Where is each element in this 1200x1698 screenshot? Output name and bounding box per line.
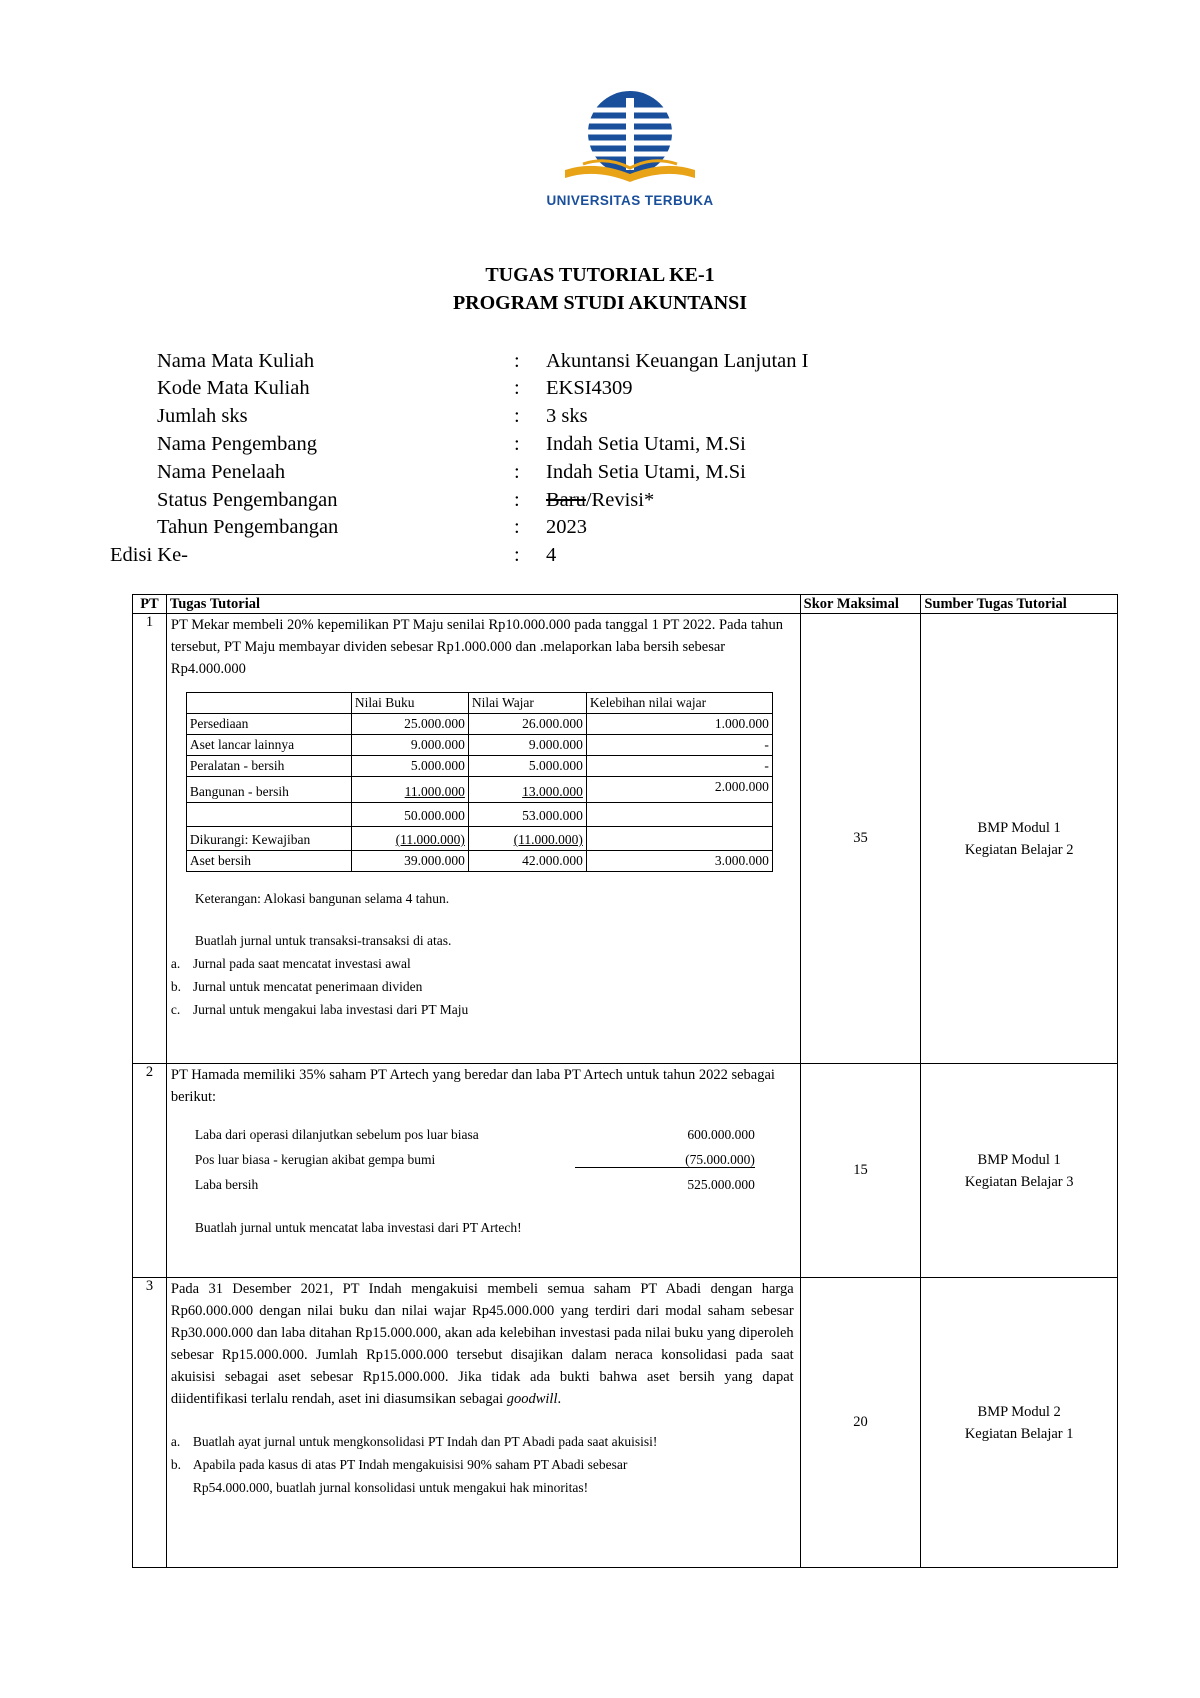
calc-amount: 525.000.000: [687, 1177, 755, 1192]
inner-cell: (11.000.000): [468, 827, 586, 851]
inner-cell: [586, 827, 772, 851]
info-value: 2023: [546, 516, 587, 538]
inner-header: Kelebihan nilai wajar: [586, 693, 772, 714]
question-number: 3: [133, 1278, 167, 1568]
table-row: [133, 1064, 1118, 1278]
calc-label: Laba bersih: [194, 1177, 259, 1192]
inner-row: [186, 735, 772, 756]
inner-cell: 1.000.000: [586, 714, 772, 735]
calc-amount: (75.000.000): [685, 1152, 755, 1167]
info-colon: :: [514, 489, 520, 511]
info-label: Nama Mata Kuliah: [157, 350, 315, 372]
list-text: Buatlah ayat jurnal untuk mengkonsolidasi PT Indah dan PT Abadi pada saat akuisisi!: [192, 1434, 658, 1449]
inner-cell: Peralatan - bersih: [186, 756, 351, 777]
calc-label: Pos luar biasa - kerugian akibat gempa bumi: [194, 1152, 436, 1167]
task-source-text: BMP Modul 1 Kegiatan Belajar 2: [964, 819, 1074, 858]
inner-cell: Dikurangi: Kewajiban: [186, 827, 351, 851]
info-colon: :: [514, 350, 520, 372]
info-label: Status Pengembangan: [157, 489, 338, 511]
inner-cell: 2.000.000: [586, 777, 772, 803]
question-cell: [166, 614, 800, 1064]
question-text: [167, 1278, 800, 1410]
inner-cell: (11.000.000): [351, 827, 468, 851]
list-marker: c.: [170, 1002, 181, 1017]
task-source: [921, 1064, 1118, 1278]
list-item: [167, 1453, 800, 1499]
info-label: Nama Pengembang: [157, 433, 317, 455]
inner-cell: 42.000.000: [468, 851, 586, 872]
header-source: Sumber Tugas Tutorial: [921, 595, 1118, 614]
list-text: Jurnal untuk mencatat penerimaan dividen: [192, 979, 423, 994]
inner-cell: 11.000.000: [351, 777, 468, 803]
table-header-row: [133, 595, 1118, 614]
question-number: 1: [133, 614, 167, 1064]
task-source: [921, 614, 1118, 1064]
info-label: Edisi Ke-: [110, 544, 188, 566]
question-body: Pada 31 Desember 2021, PT Indah mengakuisi membeli semua saham PT Abadi dengan harga Rp60.000.000 dengan nilai buku dan nilai wajar Rp45.000.000 yang terdiri dari modal saham sebesar Rp30.000.000 dan laba ditahan Rp15.000.000, akan ada kelebihan investasi pada nilai buku yang diperoleh sebesar Rp15.000.000. Jumlah Rp15.000.000 tersebut disajikan dalam neraca konsolidasi pada saat akuisisi sebagai aset sebesar Rp15.000.000. Jika tidak ada bukti bahwa aset bersih yang dapat diidentifikasi terlalu rendah, aset ini diasumsikan sebagai: [170, 1281, 794, 1407]
calc-amount: 600.000.000: [687, 1127, 755, 1142]
info-colon: :: [514, 377, 520, 399]
inner-row: [186, 777, 772, 803]
header-score: Skor Maksimal: [800, 595, 921, 614]
inner-cell: 9.000.000: [468, 735, 586, 756]
question-text: PT Mekar membeli 20% kepemilikan PT Maju senilai Rp10.000.000 pada tanggal 1 PT 2022. Pada tahun tersebut, PT Maju membayar dividen sebesar Rp1.000.000 dan .melaporkan laba bersih sebesar Rp4.000.000: [170, 617, 784, 677]
list-marker: b.: [170, 979, 182, 994]
max-score: 20: [800, 1278, 921, 1568]
info-colon: :: [514, 405, 520, 427]
calc-row: [195, 1172, 755, 1197]
info-colon: :: [514, 516, 520, 538]
inner-row: [186, 827, 772, 851]
inner-cell: 26.000.000: [468, 714, 586, 735]
inner-row: [186, 851, 772, 872]
header-no: PT: [133, 595, 167, 614]
list-marker: b.: [170, 1457, 182, 1472]
italic-term: goodwill: [506, 1391, 558, 1407]
info-value: 3 sks: [546, 405, 588, 427]
inner-cell: 5.000.000: [468, 756, 586, 777]
inner-row: [186, 756, 772, 777]
info-value: EKSI4309: [546, 377, 633, 399]
inner-cell: 13.000.000: [468, 777, 586, 803]
question-end: .: [557, 1391, 562, 1407]
question-cell: [166, 1278, 800, 1568]
list-marker: a.: [170, 956, 181, 971]
question-text: PT Hamada memiliki 35% saham PT Artech yang beredar dan laba PT Artech untuk tahun 2022 sebagai berikut:: [170, 1067, 775, 1105]
inner-header-row: [186, 693, 772, 714]
note-text: Keterangan: Alokasi bangunan selama 4 tahun.: [194, 891, 450, 906]
inner-cell: 5.000.000: [351, 756, 468, 777]
list-item: [167, 998, 800, 1021]
fair-value-table: [186, 692, 773, 872]
max-score: 35: [800, 614, 921, 1064]
info-value: Akuntansi Keuangan Lanjutan I: [546, 350, 809, 372]
list-item: [167, 975, 800, 998]
logo-wordmark: UNIVERSITAS TERBUKA: [546, 193, 714, 208]
info-label: Kode Mata Kuliah: [157, 377, 310, 399]
page-subtitle: PROGRAM STUDI AKUNTANSI: [452, 292, 748, 314]
info-label: Nama Penelaah: [157, 461, 286, 483]
inner-cell: Persediaan: [186, 714, 351, 735]
list-text: Apabila pada kasus di atas PT Indah mengakuisisi 90% saham PT Abadi sebesar Rp54.000.000, buatlah jurnal konsolidasi untuk mengakui hak minoritas!: [192, 1457, 628, 1495]
inner-cell: 3.000.000: [586, 851, 772, 872]
info-value: 4: [546, 544, 557, 566]
table-row: [133, 1278, 1118, 1568]
info-colon: :: [514, 433, 520, 455]
income-calculation: [167, 1122, 755, 1197]
inner-row: [186, 803, 772, 827]
info-label: Tahun Pengembangan: [157, 516, 339, 538]
header-task: Tugas Tutorial: [166, 595, 800, 614]
inner-cell: 39.000.000: [351, 851, 468, 872]
value-rest: /Revisi*: [585, 489, 655, 511]
info-colon: :: [514, 544, 520, 566]
calc-row: [195, 1122, 755, 1147]
inner-cell: Aset lancar lainnya: [186, 735, 351, 756]
inner-header: Nilai Wajar: [468, 693, 586, 714]
inner-cell: 9.000.000: [351, 735, 468, 756]
task-source-text: BMP Modul 1 Kegiatan Belajar 3: [964, 1151, 1074, 1190]
info-value: Indah Setia Utami, M.Si: [546, 433, 746, 455]
info-value: [546, 489, 654, 512]
inner-row: [186, 714, 772, 735]
list-text: Jurnal untuk mengakui laba investasi dari PT Maju: [192, 1002, 469, 1017]
task-source: [921, 1278, 1118, 1568]
calc-label: Laba dari operasi dilanjutkan sebelum pos luar biasa: [194, 1127, 479, 1142]
inner-cell: 25.000.000: [351, 714, 468, 735]
instruction-text: Buatlah jurnal untuk transaksi-transaksi di atas.: [194, 933, 452, 948]
info-label: Jumlah sks: [157, 405, 248, 427]
list-item: [167, 1430, 800, 1453]
question-number: 2: [133, 1064, 167, 1278]
inner-cell: 50.000.000: [351, 803, 468, 827]
question-cell: [166, 1064, 800, 1278]
instruction-text: Buatlah jurnal untuk mencatat laba investasi dari PT Artech!: [194, 1220, 522, 1235]
info-colon: :: [514, 461, 520, 483]
inner-header: [186, 693, 351, 714]
table-row: [133, 614, 1118, 1064]
list-text: Jurnal pada saat mencatat investasi awal: [192, 956, 411, 971]
inner-cell: 53.000.000: [468, 803, 586, 827]
university-logo: [555, 88, 705, 188]
list-item: [167, 952, 800, 975]
task-source-text: BMP Modul 2 Kegiatan Belajar 1: [964, 1403, 1074, 1442]
tutorial-table: [132, 594, 1118, 1568]
page-title: TUGAS TUTORIAL KE-1: [485, 264, 715, 286]
info-value: Indah Setia Utami, M.Si: [546, 461, 746, 483]
calc-row: [195, 1147, 755, 1172]
inner-cell: [586, 803, 772, 827]
inner-cell: [186, 803, 351, 827]
max-score: 15: [800, 1064, 921, 1278]
inner-cell: -: [586, 756, 772, 777]
inner-header: Nilai Buku: [351, 693, 468, 714]
inner-cell: Bangunan - bersih: [186, 777, 351, 803]
inner-cell: Aset bersih: [186, 851, 351, 872]
struck-value: Baru: [546, 489, 586, 511]
list-marker: a.: [170, 1434, 181, 1449]
inner-cell: -: [586, 735, 772, 756]
